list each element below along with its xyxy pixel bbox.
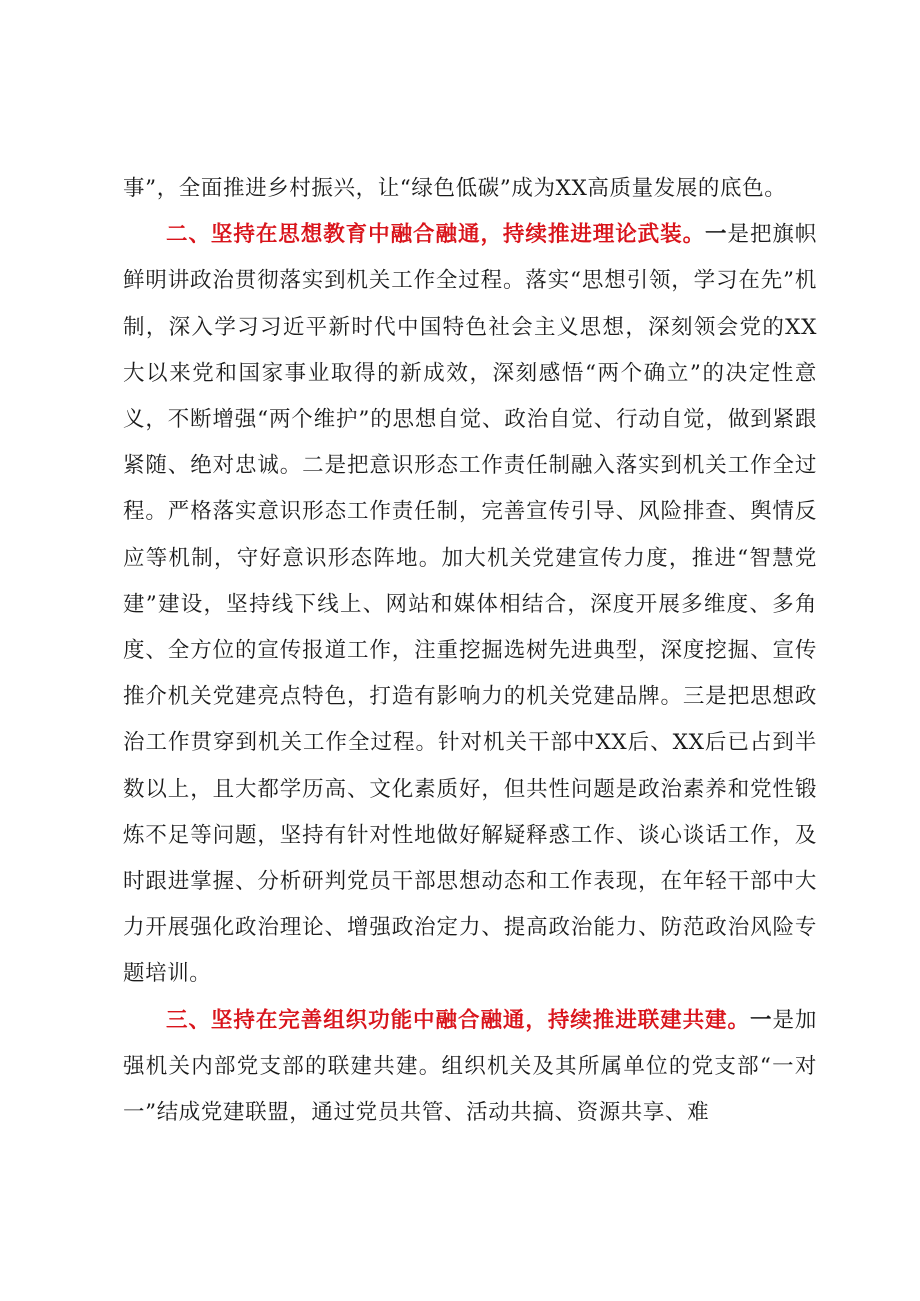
section-three-body: 是加强机关内部党支部的联建共建。组织机关及其所属单位的党支部“一对一”结成党建联盟，通过党员共管、活动共搞、资源共享、难 xyxy=(123,1007,817,1126)
paragraph-continuation xyxy=(123,166,817,212)
paragraph-text: 事”，全面推进乡村振兴，让“绿色低碳”成为XX高质量发展的底色。 xyxy=(123,176,787,201)
section-two-heading: 二、坚持在思想教育中融合融通，持续推进理论武装。 xyxy=(166,222,706,248)
section-two-body: 是把旗帜鲜明讲政治贯彻落实到机关工作全过程。落实“思想引领，学习在先”机制，深入学习习近平新时代中国特色社会主义思想，深刻领会党的XX大以来党和国家事业取得的新成效，深刻感悟“两个确立”的决定性意义，不断增强“两个维护”的思想自觉、政治自觉、行动自觉，做到紧跟紧随、绝对忠诚。二是把意识形态工作责任制融入落实到机关工作全过程。严格落实意识形态工作责任制，完善宣传引导、风险排查、舆情反应等机制，守好意识形态阵地。加大机关党建宣传力度，推进“智慧党建”建设，坚持线下线上、网站和媒体相结合，深度开展多维度、多角度、全方位的宣传报道工作，注重挖掘选树先进典型，深度挖掘、宣传推介机关党建亮点特色，打造有影响力的机关党建品牌。三是把思想政治工作贯穿到机关工作全过程。针对机关干部中XX后、XX后已占到半数以上，且大都学历高、文化素质好，但共性问题是政治素养和党性锻炼不足等问题，坚持有针对性地做好解疑释惑工作、谈心谈话工作，及时跟进掌握、分析研判党员干部思想动态和工作表现，在年轻干部中大力开展强化政治理论、增强政治定力、提高政治能力、防范政治风险专题培训。 xyxy=(123,222,817,987)
section-three-heading: 三、坚持在完善组织功能中融合融通，持续推进联建共建。 xyxy=(166,1007,750,1033)
paragraph-section-three xyxy=(123,998,817,1137)
section-two-lead: 一 xyxy=(705,222,728,248)
document-body xyxy=(123,166,817,1136)
section-three-lead: 一 xyxy=(749,1007,773,1033)
paragraph-section-two xyxy=(123,212,817,997)
